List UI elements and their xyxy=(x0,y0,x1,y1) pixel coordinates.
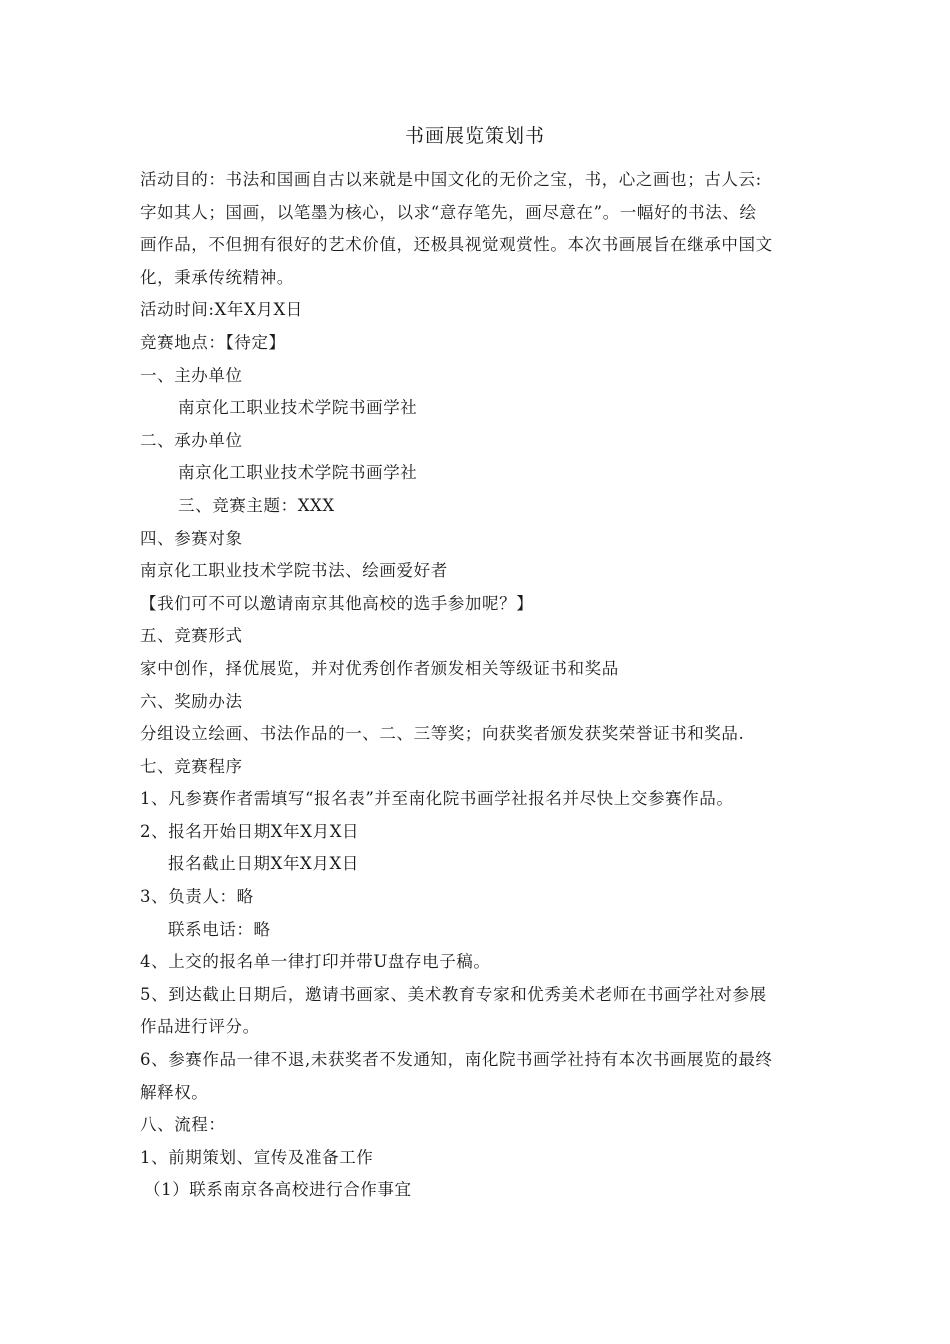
procedure-item-5-line-1: 5、到达截止日期后，邀请书画家、美术教育专家和优秀美术老师在书画学社对参展 xyxy=(140,984,767,1004)
section-heading-process: 八、流程： xyxy=(140,1115,226,1135)
section-heading-organizer: 一、主办单位 xyxy=(140,365,243,385)
section-heading-theme: 三、竞赛主题：XXX xyxy=(178,495,335,515)
document-title: 书画展览策划书 xyxy=(404,125,545,147)
section-heading-awards: 六、奖励办法 xyxy=(140,691,243,711)
procedure-item-2: 2、报名开始日期X年X月X日 xyxy=(140,821,360,841)
process-item-1-sub-1: （1）联系南京各高校进行合作事宜 xyxy=(144,1180,412,1200)
section-heading-procedure: 七、竞赛程序 xyxy=(140,756,243,776)
participants-text: 南京化工职业技术学院书法、绘画爱好者 xyxy=(140,561,448,581)
purpose-line-1: 活动目的：书法和国画自古以来就是中国文化的无价之宝，书，心之画也；古人云: xyxy=(140,170,762,189)
activity-time: 活动时间:X年X月X日 xyxy=(140,300,303,320)
procedure-item-1: 1、凡参赛作者需填写“报名表”并至南化院书画学社报名并尽快上交参赛作品。 xyxy=(140,789,734,809)
procedure-item-2-deadline: 报名截止日期X年X月X日 xyxy=(168,854,359,874)
competition-venue: 竞赛地点：【待定】 xyxy=(140,332,286,352)
section-heading-co-organizer: 二、承办单位 xyxy=(140,430,243,450)
procedure-item-4: 4、上交的报名单一律打印并带U盘存电子稿。 xyxy=(140,952,491,972)
section-heading-participants: 四、参赛对象 xyxy=(140,528,243,548)
process-item-1: 1、前期策划、宣传及准备工作 xyxy=(140,1147,374,1167)
procedure-item-6-line-2: 解释权。 xyxy=(140,1082,209,1102)
procedure-item-6-line-1: 6、参赛作品一律不退,未获奖者不发通知，南化院书画学社持有本次书画展览的最终 xyxy=(140,1050,773,1070)
procedure-item-5-line-2: 作品进行评分。 xyxy=(140,1017,260,1037)
co-organizer-name: 南京化工职业技术学院书画学社 xyxy=(178,463,418,483)
purpose-line-4: 化，秉承传统精神。 xyxy=(140,267,294,287)
purpose-line-2: 字如其人；国画，以笔墨为核心，以求“意存笔先，画尽意在”。一幅好的书法、绘 xyxy=(140,202,757,222)
organizer-name: 南京化工职业技术学院书画学社 xyxy=(178,398,418,418)
purpose-line-3: 画作品，不但拥有很好的艺术价值，还极具视觉观赏性。本次书画展旨在继承中国文 xyxy=(140,235,773,255)
procedure-item-3-phone: 联系电话：略 xyxy=(168,919,271,939)
awards-text: 分组设立绘画、书法作品的一、二、三等奖；向获奖者颁发获奖荣誉证书和奖品. xyxy=(140,724,745,744)
document-body xyxy=(140,164,820,1207)
procedure-item-3: 3、负责人：略 xyxy=(140,887,254,907)
participants-note: 【我们可不可以邀请南京其他高校的选手参加呢？】 xyxy=(140,593,534,613)
format-text: 家中创作，择优展览，并对优秀创作者颁发相关等级证书和奖品 xyxy=(140,658,619,678)
section-heading-format: 五、竞赛形式 xyxy=(140,626,243,646)
